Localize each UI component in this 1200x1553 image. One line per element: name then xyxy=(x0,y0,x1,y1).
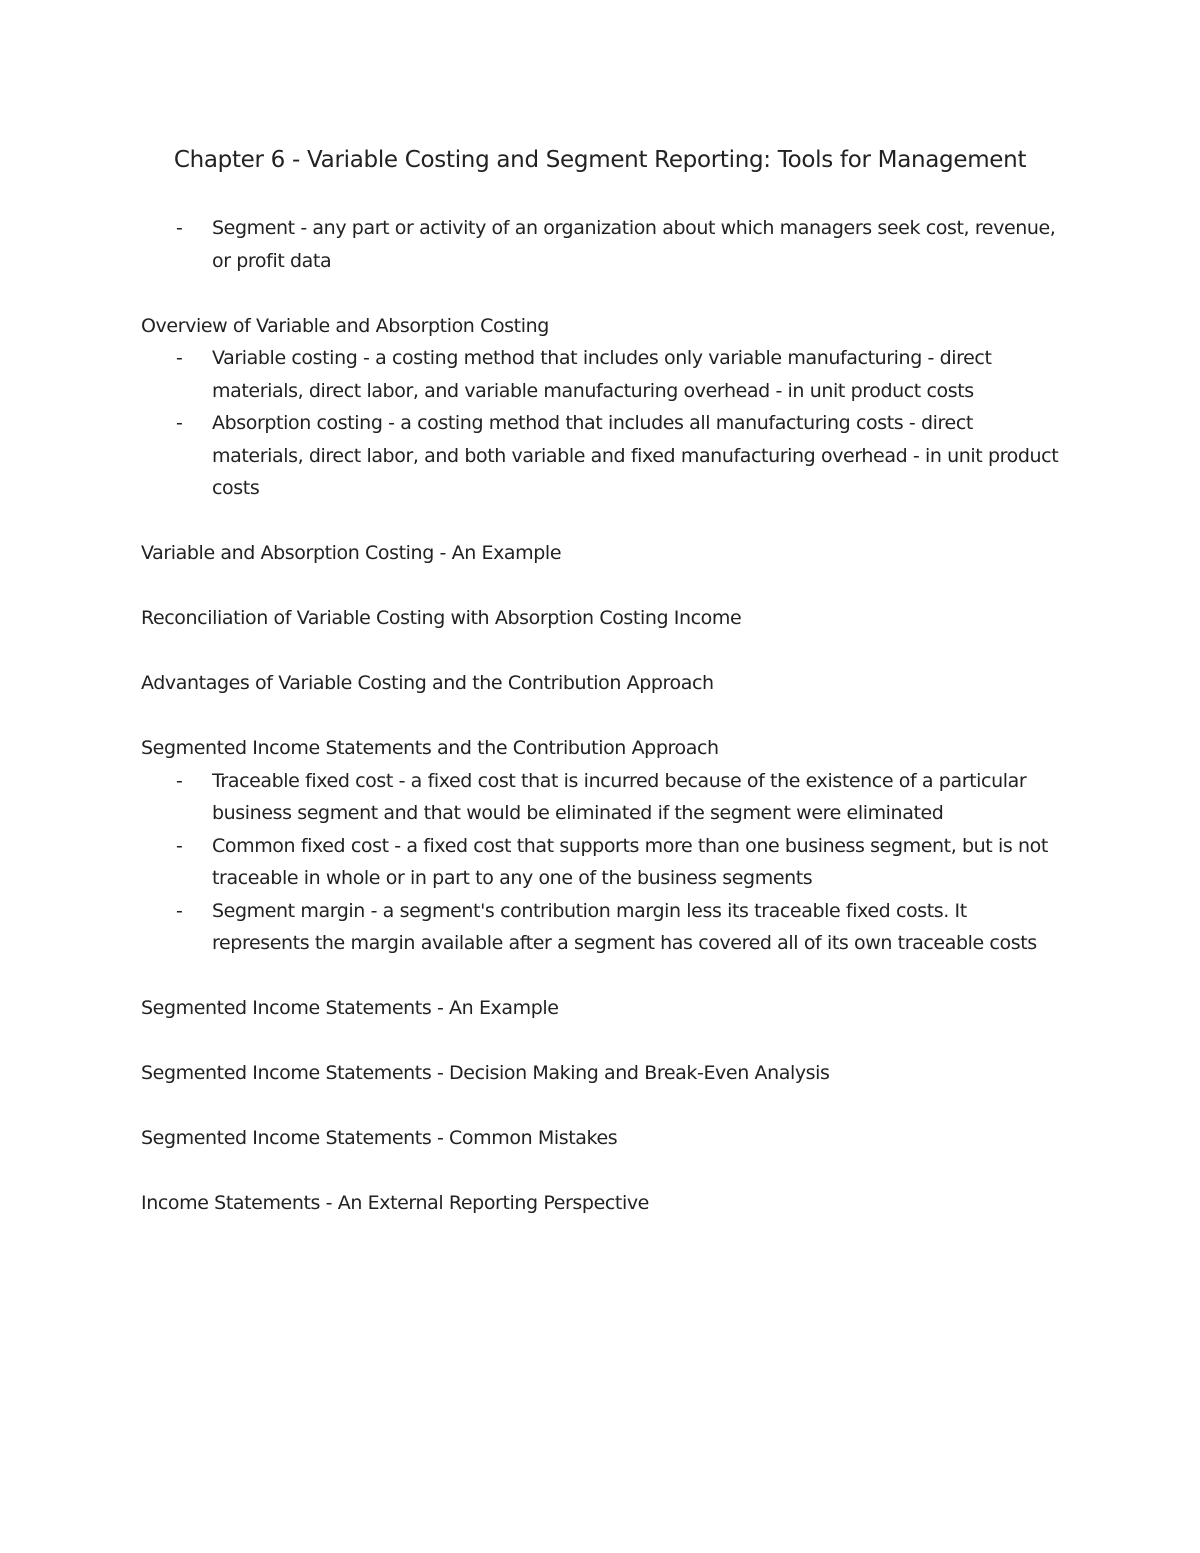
bullet-text: Common fixed cost - a fixed cost that supports more than one business segment, but is not traceable in whole or in part to any one of the business segments xyxy=(212,834,1048,889)
section-heading: Segmented Income Statements - Common Mistakes xyxy=(141,1127,618,1149)
section-heading: Segmented Income Statements - An Example xyxy=(141,997,559,1019)
list-item xyxy=(141,895,1061,960)
section-heading: Variable and Absorption Costing - An Example xyxy=(141,542,562,564)
bullet-dash: - xyxy=(176,347,183,369)
bullet-text: Absorption costing - a costing method that includes all manufacturing costs - direct materials, direct labor, and both variable and fixed manufacturing overhead - in unit product costs xyxy=(212,412,1059,499)
spacer xyxy=(141,570,1061,603)
bullet-text: Segment - any part or activity of an organization about which managers seek cost, revenue, or profit data xyxy=(212,217,1056,272)
section-heading: Segmented Income Statements - Decision Making and Break-Even Analysis xyxy=(141,1062,830,1084)
bullet-dash: - xyxy=(176,412,183,434)
spacer xyxy=(141,277,1061,310)
spacer xyxy=(141,505,1061,538)
bullet-text: Segment margin - a segment's contribution margin less its traceable fixed costs. It represents the margin available after a segment has covered all of its own traceable costs xyxy=(212,899,1037,954)
list-item xyxy=(141,765,1061,830)
bullet-list xyxy=(141,342,1061,505)
list-item xyxy=(141,212,1061,277)
list-item xyxy=(141,407,1061,505)
section-heading: Segmented Income Statements and the Contribution Approach xyxy=(141,737,719,759)
list-item xyxy=(141,830,1061,895)
section-segmented-contribution xyxy=(141,732,1061,960)
bullet-dash: - xyxy=(176,899,183,922)
bullet-dash: - xyxy=(176,834,183,857)
section-heading: Advantages of Variable Costing and the Contribution Approach xyxy=(141,672,714,694)
spacer xyxy=(141,635,1061,668)
section-common-mistakes xyxy=(141,1122,1061,1155)
bullet-dash: - xyxy=(176,217,183,239)
section-overview xyxy=(141,310,1061,505)
spacer xyxy=(141,700,1061,733)
bullet-text: Variable costing - a costing method that includes only variable manufacturing - direct materials, direct labor, and variable manufacturing overhead - in unit product costs xyxy=(212,347,992,402)
section-reconciliation xyxy=(141,602,1061,635)
section-variable-absorption-example xyxy=(141,537,1061,570)
bullet-dash: - xyxy=(176,769,183,792)
section-heading: Reconciliation of Variable Costing with Absorption Costing Income xyxy=(141,607,742,629)
section-heading: Overview of Variable and Absorption Costing xyxy=(141,314,549,337)
page-title: Chapter 6 - Variable Costing and Segment Reporting: Tools for Management xyxy=(173,147,1027,173)
intro-bullet-list xyxy=(141,212,1061,277)
section-segmented-example xyxy=(141,992,1061,1025)
section-decision-making xyxy=(141,1057,1061,1090)
spacer xyxy=(141,1025,1061,1058)
section-heading: Income Statements - An External Reporting Perspective xyxy=(141,1192,649,1214)
bullet-list xyxy=(141,765,1061,960)
document-body xyxy=(141,212,1061,1220)
bullet-text: Traceable fixed cost - a fixed cost that is incurred because of the existence of a particular business segment and that would be eliminated if the segment were eliminated xyxy=(212,769,1027,824)
spacer xyxy=(141,960,1061,993)
section-external-reporting xyxy=(141,1187,1061,1220)
section-advantages xyxy=(141,667,1061,700)
spacer xyxy=(141,1155,1061,1188)
spacer xyxy=(141,1090,1061,1123)
list-item xyxy=(141,342,1061,407)
